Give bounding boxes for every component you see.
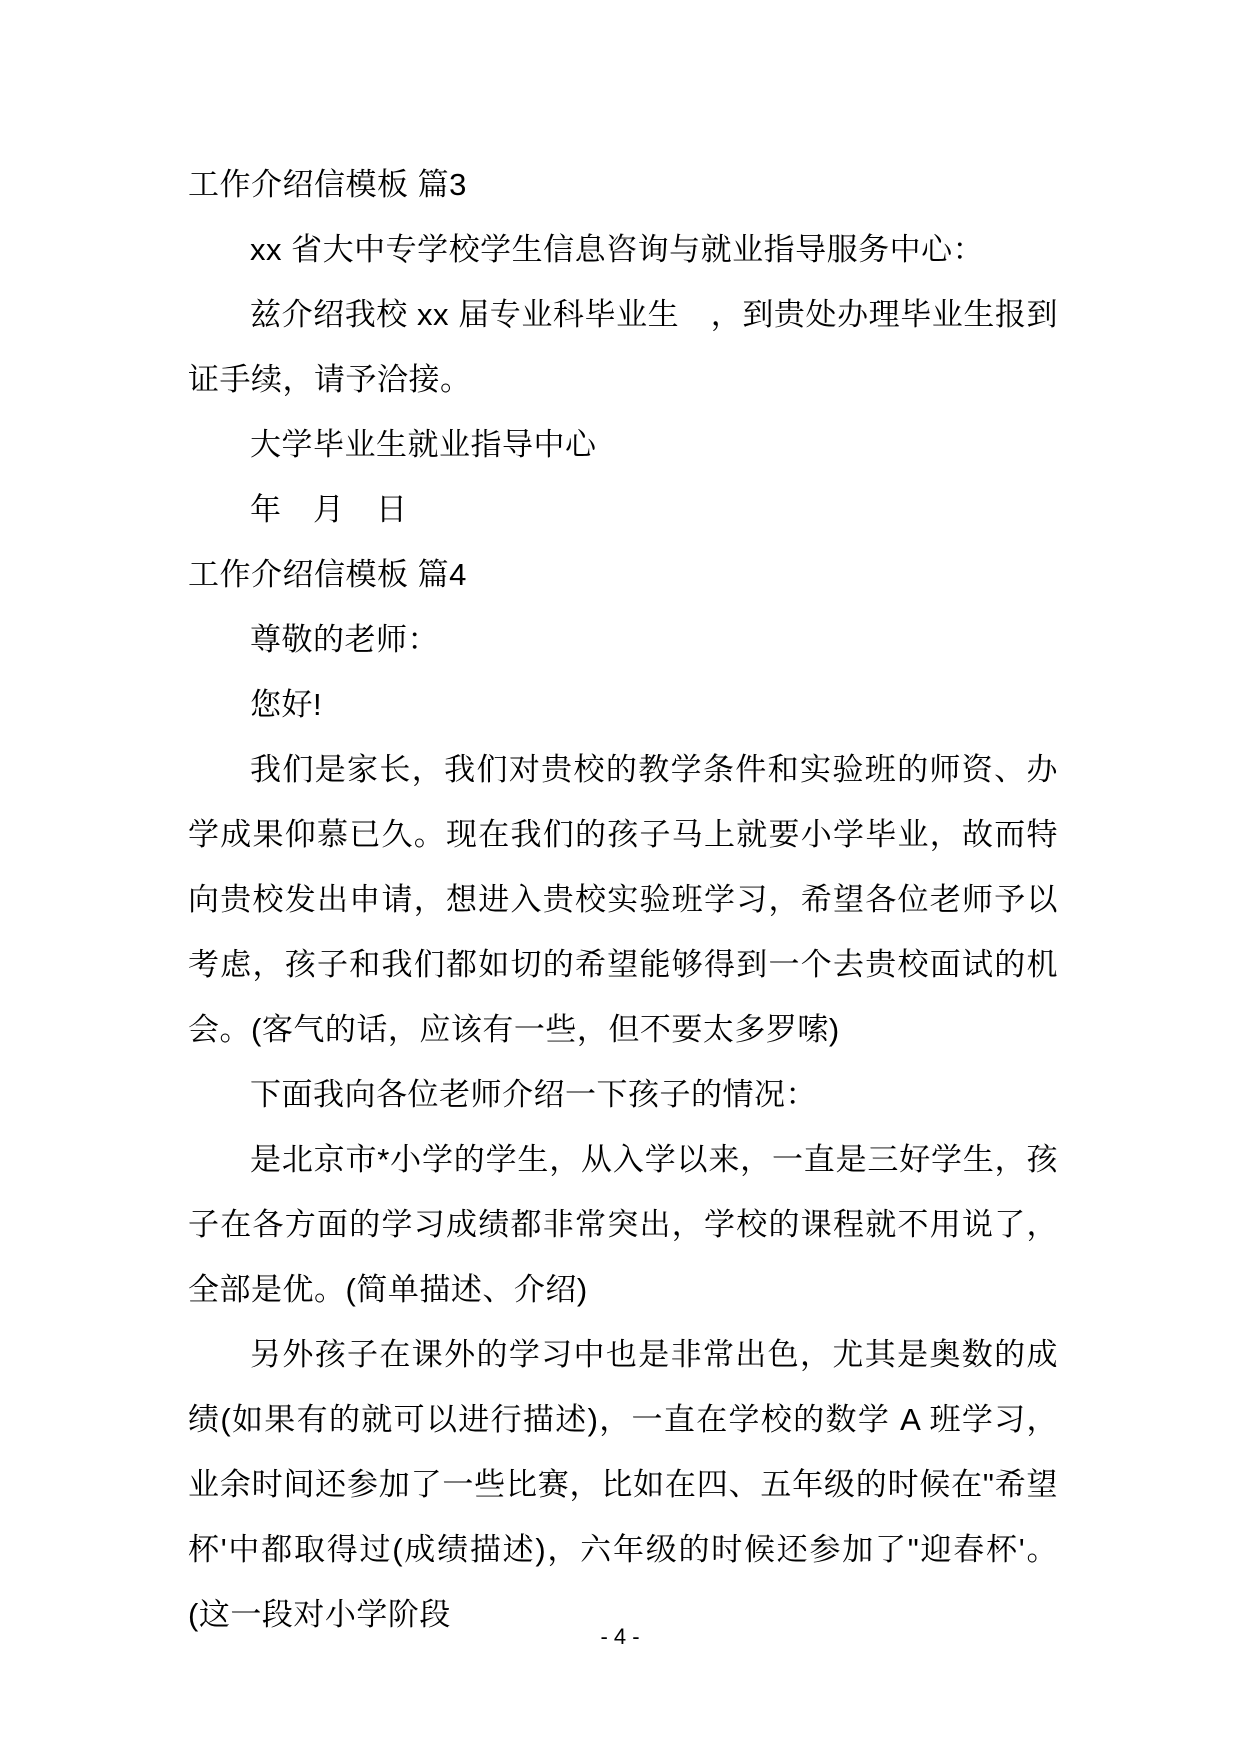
paragraph: 另外孩子在课外的学习中也是非常出色，尤其是奥数的成绩(如果有的就可以进行描述)，一直在学校的数学 A 班学习，业余时间还参加了一些比赛，比如在四、五年级的时候在"希望杯'中都取得过(成绩描述)，六年级的时候还参加了"迎春杯'。(这一段对小学阶段 [188,1337,1058,1632]
page-number: - 4 - [600,1624,640,1649]
document-body [188,152,1058,1647]
paragraph: 兹介绍我校 xx 届专业科毕业生 ，到贵处办理毕业生报到证手续，请予洽接。 [188,297,1058,397]
section-heading: 工作介绍信模板 篇4 [188,557,467,592]
section-heading: 工作介绍信模板 篇3 [188,167,467,202]
paragraph: xx 省大中专学校学生信息咨询与就业指导服务中心： [250,232,985,267]
paragraph: 是北京市*小学的学生，从入学以来，一直是三好学生，孩子在各方面的学习成绩都非常突出，学校的课程就不用说了，全部是优。(简单描述、介绍) [188,1142,1058,1307]
paragraph: 大学毕业生就业指导中心 [250,427,597,462]
paragraph: 年 月 日 [250,492,408,527]
paragraph: 尊敬的老师： [250,622,439,657]
paragraph: 下面我向各位老师介绍一下孩子的情况： [250,1077,817,1112]
paragraph: 您好! [250,687,323,722]
paragraph: 我们是家长，我们对贵校的教学条件和实验班的师资、办学成果仰慕已久。现在我们的孩子马上就要小学毕业，故而特向贵校发出申请，想进入贵校实验班学习，希望各位老师予以考虑，孩子和我们都如切的希望能够得到一个去贵校面试的机会。(客气的话，应该有一些，但不要太多罗嗦) [188,752,1058,1047]
